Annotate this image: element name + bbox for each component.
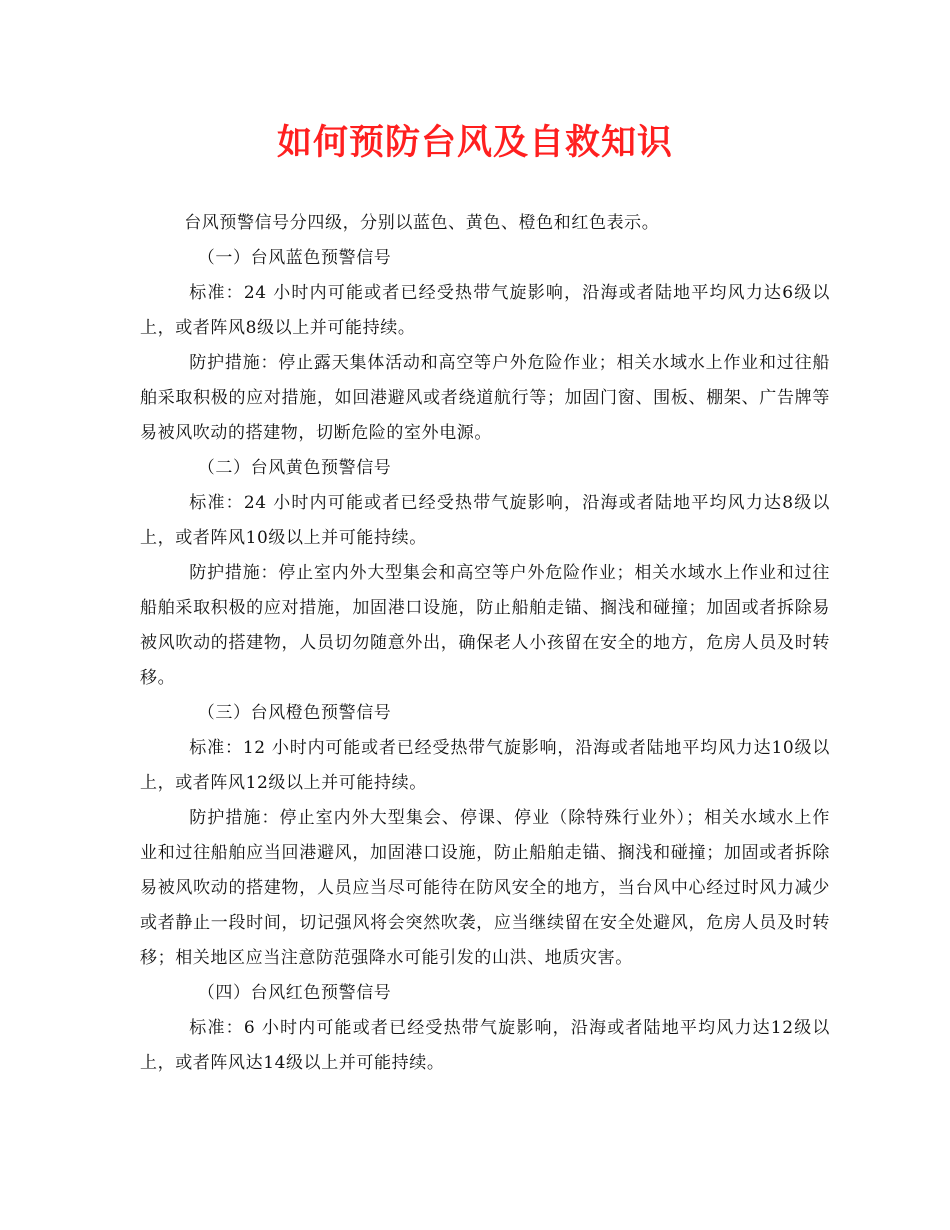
standard-paragraph-blue: 标准：24 小时内可能或者已经受热带气旋影响，沿海或者陆地平均风力达6级以上，或者阵风8级以上并可能持续。 — [140, 283, 830, 338]
section-heading-orange: （三）台风橙色预警信号 — [197, 703, 392, 723]
section-heading-yellow: （二）台风黄色预警信号 — [197, 458, 392, 478]
standard-paragraph-red: 标准：6 小时内可能或者已经受热带气旋影响，沿海或者陆地平均风力达12级以上，或者阵风达14级以上并可能持续。 — [140, 1018, 830, 1073]
document-title: 如何预防台风及自救知识 — [276, 122, 673, 163]
section-heading-blue: （一）台风蓝色预警信号 — [197, 248, 392, 268]
measures-paragraph-blue: 防护措施：停止露天集体活动和高空等户外危险作业；相关水域水上作业和过往船舶采取积极的应对措施，如回港避风或者绕道航行等；加固门窗、围板、棚架、广告牌等易被风吹动的搭建物，切断危险的室外电源。 — [140, 353, 830, 443]
intro-paragraph: 台风预警信号分四级，分别以蓝色、黄色、橙色和红色表示。 — [184, 213, 660, 233]
measures-paragraph-yellow: 防护措施：停止室内外大型集会和高空等户外危险作业；相关水域水上作业和过往船舶采取积极的应对措施，加固港口设施，防止船舶走锚、搁浅和碰撞；加固或者拆除易被风吹动的搭建物，人员切勿随意外出，确保老人小孩留在安全的地方，危房人员及时转移。 — [140, 563, 830, 688]
standard-paragraph-orange: 标准：12 小时内可能或者已经受热带气旋影响，沿海或者陆地平均风力达10级以上，或者阵风12级以上并可能持续。 — [140, 738, 830, 793]
standard-paragraph-yellow: 标准：24 小时内可能或者已经受热带气旋影响，沿海或者陆地平均风力达8级以上，或者阵风10级以上并可能持续。 — [140, 493, 830, 548]
measures-paragraph-orange: 防护措施：停止室内外大型集会、停课、停业（除特殊行业外）；相关水域水上作业和过往船舶应当回港避风，加固港口设施，防止船舶走锚、搁浅和碰撞；加固或者拆除易被风吹动的搭建物，人员应当尽可能待在防风安全的地方，当台风中心经过时风力减少或者静止一段时间，切记强风将会突然吹袭，应当继续留在安全处避风，危房人员及时转移；相关地区应当注意防范强降水可能引发的山洪、地质灾害。 — [140, 808, 830, 968]
document-body — [140, 206, 830, 1081]
section-heading-red: （四）台风红色预警信号 — [197, 983, 392, 1003]
